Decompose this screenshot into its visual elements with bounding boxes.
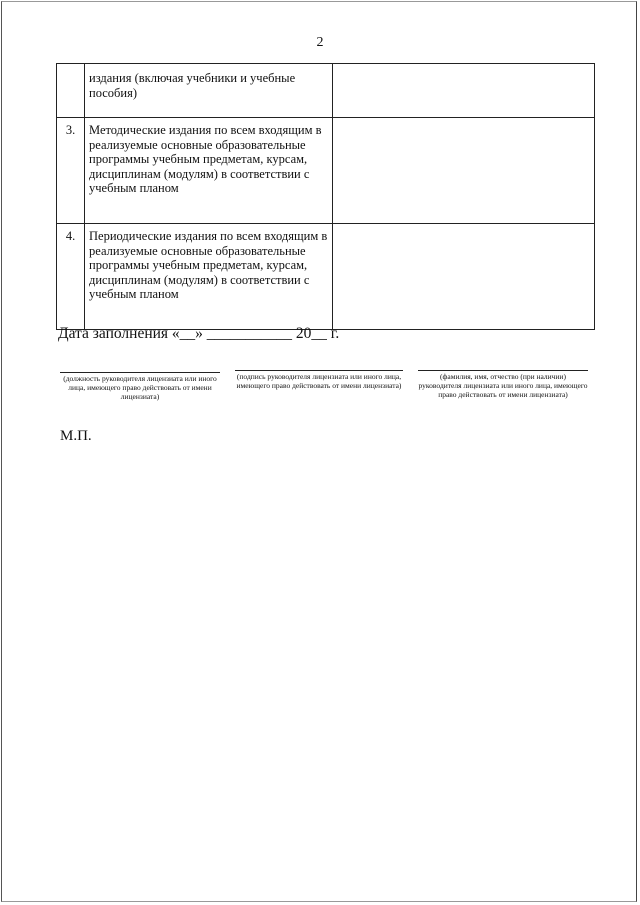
row-value-cell[interactable] xyxy=(333,64,595,118)
table-row xyxy=(57,224,595,330)
library-resources-table xyxy=(56,63,595,330)
fill-date-line: Дата заполнения «__» ___________ 20__ г. xyxy=(58,325,340,342)
position-caption: (должность руководителя лицензиата или иного лица, имеющего право действовать от имени лицензиата) xyxy=(63,374,217,401)
row-description: издания (включая учебники и учебные пособия) xyxy=(85,64,333,118)
signature-line xyxy=(235,370,403,371)
row-value-cell[interactable] xyxy=(333,118,595,224)
row-number: 4. xyxy=(57,224,85,330)
full-name-line xyxy=(418,370,588,371)
page-number: 2 xyxy=(316,35,324,50)
stamp-place-label: М.П. xyxy=(60,428,92,444)
full-name-caption: (фамилия, имя, отчество (при наличии) руководителя лицензиата или иного лица, имеющего право действовать от имени лицензиата) xyxy=(418,372,588,399)
table-row xyxy=(57,118,595,224)
signature-caption: (подпись руководителя лицензиата или иного лица, имеющего право действовать от имени лицензиата) xyxy=(236,372,402,390)
row-description: Методические издания по всем входящим в реализуемые основные образовательные программы учебным предметам, курсам, дисциплинам (модулям) в соответствии с учебным планом xyxy=(85,118,333,224)
position-signature-line xyxy=(60,372,220,373)
row-value-cell[interactable] xyxy=(333,224,595,330)
row-number xyxy=(57,64,85,118)
table-row xyxy=(57,64,595,118)
row-number: 3. xyxy=(57,118,85,224)
row-description: Периодические издания по всем входящим в реализуемые основные образовательные программы учебным предметам, курсам, дисциплинам (модулям) в соответствии с учебным планом xyxy=(85,224,333,330)
